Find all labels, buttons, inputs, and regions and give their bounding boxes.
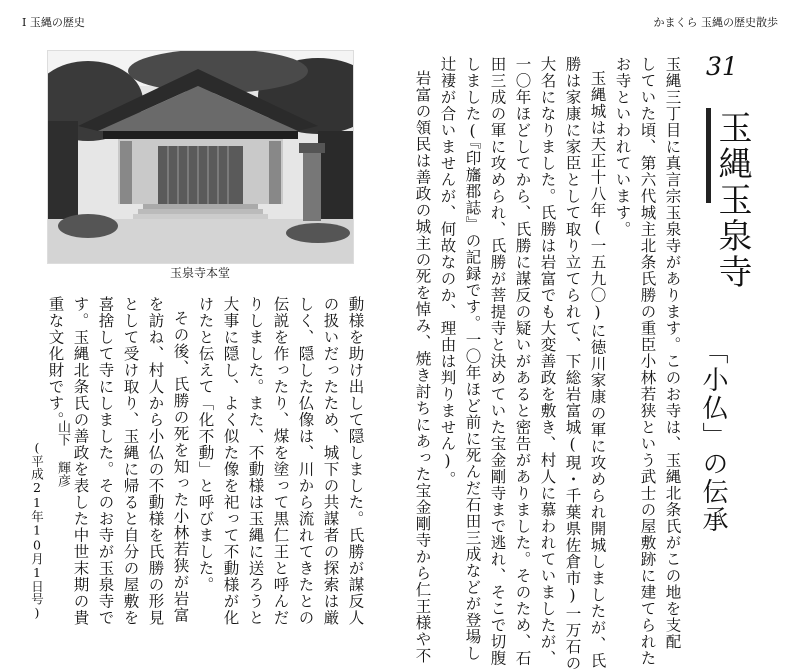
main-text-col-11: 岩富の領民は善政の城主の死を悼み、焼き討ちにあった宝金剛寺から仁王様や不 xyxy=(413,70,432,664)
main-text-col-2: していた頃、第六代城主北条氏勝の重臣小林若狭という武士の屋敷跡に建てられた xyxy=(638,56,657,667)
running-header-left: I 玉縄の歴史 xyxy=(22,16,85,29)
publication-date: (平成21年10月1日号) xyxy=(29,440,45,620)
lower-text-col-9: を訪ね、村人から小仏の不動様を氏勝の形見 xyxy=(146,296,165,626)
main-text-col-1: 玉縄三丁目に真言宗玉泉寺があります。このお寺は、玉縄北条氏がこの地を支配 xyxy=(663,56,682,650)
temple-photo xyxy=(47,50,354,264)
article-subtitle: 「小仏」の伝承 xyxy=(698,338,728,534)
lower-text-col-7: けたと伝えて「化不動」と呼びました。 xyxy=(196,296,215,593)
photo-caption: 玉泉寺本堂 xyxy=(170,266,231,280)
main-text-col-8: 田三成の軍に攻められ、氏勝が菩提寺と決めていた宝金剛寺まで逃れ、そこで切腹 xyxy=(488,56,507,667)
lower-text-col-13: 重な文化財です。 xyxy=(46,296,65,428)
lower-text-col-11: 喜捨して寺にしました。そのお寺が玉泉寺で xyxy=(96,296,115,626)
main-text-col-10: 辻褄が合いませんが、何故なのか、理由は判りません)。 xyxy=(438,56,457,488)
main-text-col-4: 玉縄城は天正十八年(一五九〇)に徳川家康の軍に攻められ開城しましたが、氏 xyxy=(588,70,607,669)
lower-text-col-3: しく、隠した仏像は、川から流れてきたとの xyxy=(296,296,315,626)
lower-text-col-1: 動様を助け出して隠しました。氏勝が謀反人 xyxy=(346,296,365,626)
lower-text-col-5: りしました。また、不動様は玉縄に送ろうと xyxy=(246,296,265,626)
lower-text-col-6: 大事に隠し、よく似た像を祀って不動様が化 xyxy=(221,296,240,626)
lower-text-col-12: す。玉縄北条氏の善政を表した中世末期の貴 xyxy=(71,296,90,626)
title-accent-bar xyxy=(706,108,711,203)
main-text-col-3: お寺といわれています。 xyxy=(613,56,632,238)
lower-text-col-8: その後、氏勝の死を知った小林若狭が岩富 xyxy=(171,310,190,624)
lower-text-col-2: の扱いだったため、城下の共謀者の探索は厳 xyxy=(321,296,340,626)
lower-text-col-10: として受け取り、玉縄に帰ると自分の屋敷を xyxy=(121,296,140,626)
temple-illustration xyxy=(48,51,353,263)
main-text-col-7: 一〇年ほどしてから、氏勝に謀反の疑いがあると密告がありました。そのため、石 xyxy=(513,56,532,667)
author-name: 山下 輝彦 xyxy=(55,420,70,487)
article-title: 玉縄玉泉寺 xyxy=(712,110,752,290)
running-header-right: かまくら 玉縄の歴史散歩 xyxy=(653,16,778,29)
main-text-col-9: しました(『印旛郡誌』の記録です。一〇年ほど前に死んだ石田三成などが登場し xyxy=(463,56,482,662)
main-text-col-5: 勝は家康に家臣として取り立てられて、下総岩富城(現・千葉県佐倉市)一万石の xyxy=(563,56,582,672)
lower-text-col-4: 伝説を作ったり、煤を塗って黒仁王と呼んだ xyxy=(271,296,290,626)
article-number: 31 xyxy=(706,52,738,81)
main-text-col-6: 大名になりました。氏勝は岩富でも大変善政を敷き、村人に慕われていましたが、 xyxy=(538,56,557,667)
